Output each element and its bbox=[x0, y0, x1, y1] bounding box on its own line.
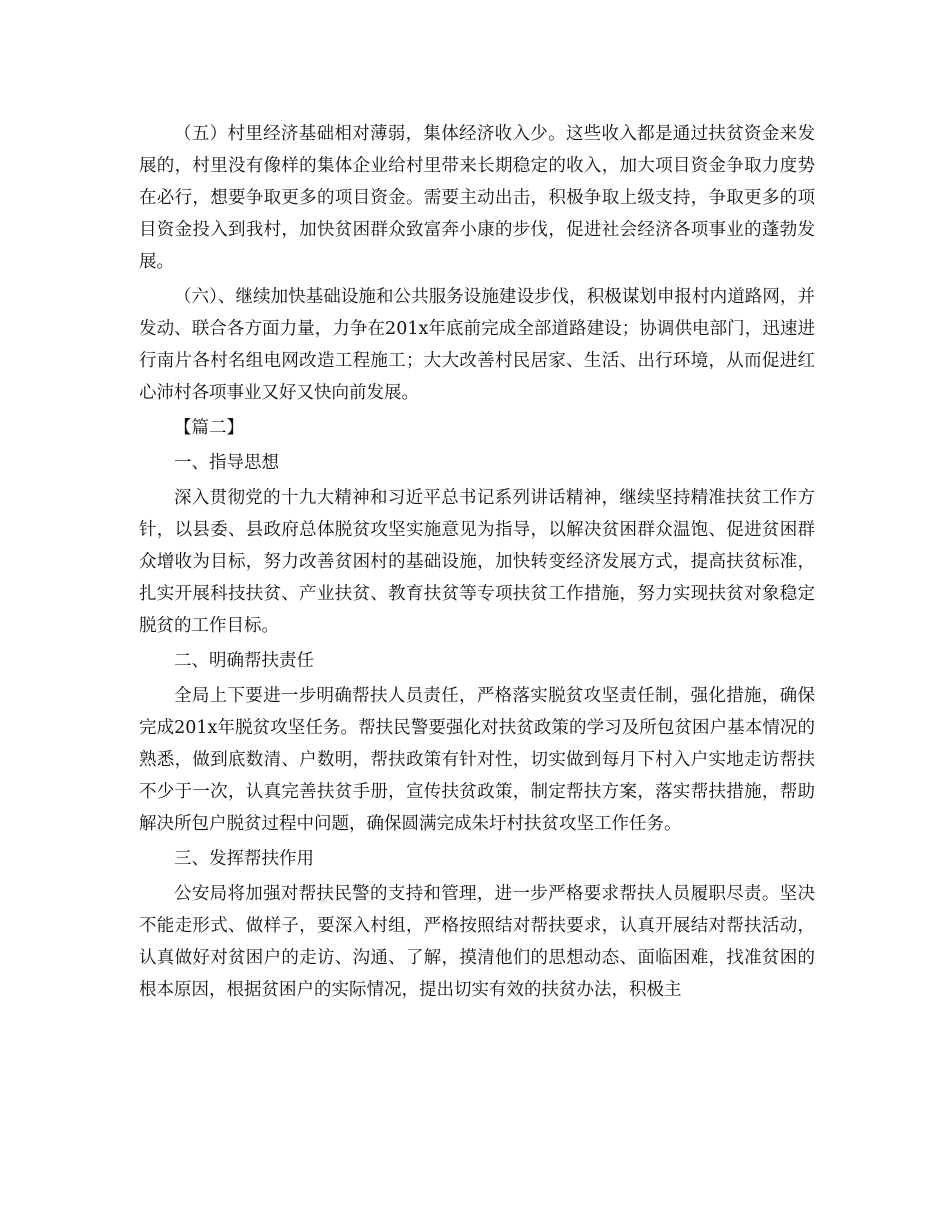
section-heading-part-two: 【篇二】 bbox=[174, 418, 244, 438]
paragraph-assistance-responsibility: 全局上下要进一步明确帮扶人员责任，严格落实脱贫攻坚责任制，强化措施，确保完成201x年脱贫攻坚任务。帮扶民警要强化对扶贫政策的学习及所包贫困户基本情况的熟悉，做到底数清、户数明，帮扶政策有针对性，切实做到每月下村入户实地走访帮扶不少于一次，认真完善扶贫手册，宣传扶贫政策，制定帮扶方案，落实帮扶措施，帮助解决所包户脱贫过程中问题，确保圆满完成朱圩村扶贫攻坚工作任务。 bbox=[139, 686, 815, 834]
paragraph-guiding-ideology: 深入贯彻党的十九大精神和习近平总书记系列讲话精神，继续坚持精准扶贫工作方针，以县委、县政府总体脱贫攻坚实施意见为指导，以解决贫困群众温饱、促进贫困群众增收为目标，努力改善贫困村的基础设施，加快转变经济发展方式，提高扶贫标准，扎实开展科技扶贫、产业扶贫、教育扶贫等专项扶贫工作措施，努力实现扶贫对象稳定脱贫的工作目标。 bbox=[139, 488, 815, 636]
paragraph-six: （六）、继续加快基础设施和公共服务设施建设步伐，积极谋划申报村内道路网，并发动、联合各方面力量，力争在201x年底前完成全部道路建设；协调供电部门，迅速进行南片各村名组电网改造工程施工；大大改善村民居家、生活、出行环境，从而促进红心沛村各项事业又好又快向前发展。 bbox=[139, 287, 815, 403]
document-body bbox=[139, 118, 815, 1009]
paragraph-five: （五）村里经济基础相对薄弱，集体经济收入少。这些收入都是通过扶贫资金来发展的，村里没有像样的集体企业给村里带来长期稳定的收入，加大项目资金争取力度势在必行，想要争取更多的项目资金。需要主动出击，积极争取上级支持，争取更多的项目资金投入到我村，加快贫困群众致富奔小康的步伐，促进社会经济各项事业的蓬勃发展。 bbox=[139, 124, 815, 272]
heading-assistance-responsibility: 二、明确帮扶责任 bbox=[174, 651, 314, 671]
heading-guiding-ideology: 一、指导思想 bbox=[174, 453, 279, 473]
heading-assistance-role: 三、发挥帮扶作用 bbox=[174, 849, 314, 869]
paragraph-assistance-role: 公安局将加强对帮扶民警的支持和管理，进一步严格要求帮扶人员履职尽责。坚决不能走形式、做样子，要深入村组，严格按照结对帮扶要求，认真开展结对帮扶活动，认真做好对贫困户的走访、沟通、了解，摸清他们的思想动态、面临困难，找准贫困的根本原因，根据贫困户的实际情况，提出切实有效的扶贫办法，积极主 bbox=[139, 884, 815, 1000]
